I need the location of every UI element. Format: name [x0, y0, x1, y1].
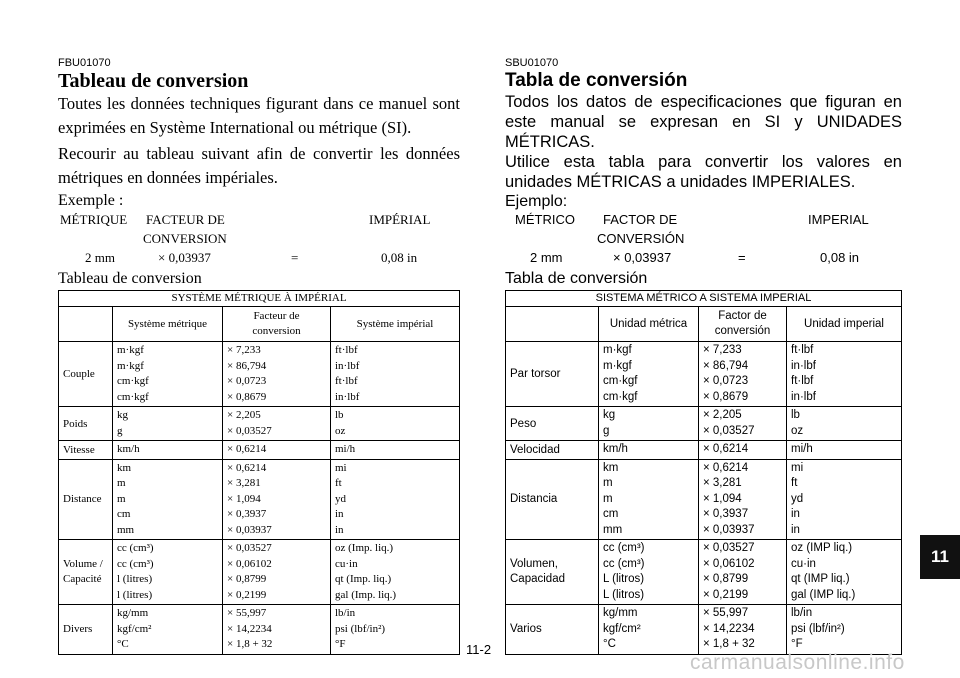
header-imperial: Unidad imperial — [787, 307, 902, 342]
row-group-label: Vitesse — [59, 441, 113, 460]
intro-paragraph: Toutes les données techniques figurant dans ce manuel sont exprimées en Système International ou métrique (SI). — [58, 94, 460, 137]
cell-imperial: lb/in psi (lbf/in²) °F — [787, 605, 902, 655]
example-imperial-value: 0,08 in — [820, 250, 860, 265]
cell-imperial: lb oz — [787, 407, 902, 441]
example-factor-value: × 0,03937 — [613, 250, 672, 265]
row-group-label: Divers — [59, 605, 113, 655]
cell-imperial: lb oz — [331, 407, 460, 441]
example-metric-header: MÉTRICO — [515, 212, 575, 227]
section-code: FBU01070 — [58, 57, 111, 69]
row-group-label: Volumen, Capacidad — [506, 540, 599, 605]
section-code: SBU01070 — [505, 57, 559, 69]
example-imperial-header: IMPÉRIAL — [369, 212, 431, 227]
example-factor-header-2: CONVERSIÓN — [597, 231, 685, 246]
table-row — [59, 441, 460, 460]
cell-imperial: lb/in psi (lbf/in²) °F — [331, 605, 460, 655]
example-label: Exemple : — [58, 192, 124, 209]
intro-paragraph: Todos los datos de especificaciones que figuran en este manual se expresan en SI y UNIDADES MÉTRICAS. — [505, 93, 902, 151]
table-title: Tabla de conversión — [505, 270, 648, 287]
cell-metric: kg/mm kgf/cm² °C — [599, 605, 699, 655]
cell-imperial: oz (Imp. liq.) cu·in qt (Imp. liq.) gal (Imp. liq.) — [331, 540, 460, 605]
instruction-paragraph: Recourir au tableau suivant afin de convertir les données métriques en données impériales. — [58, 144, 460, 187]
example-factor-header-2: CONVERSION — [143, 231, 227, 246]
row-group-label: Distancia — [506, 459, 599, 540]
cell-imperial: mi/h — [331, 441, 460, 460]
cell-metric: kg g — [599, 407, 699, 441]
table-row — [59, 540, 460, 605]
table-row — [506, 342, 902, 407]
header-metric: Unidad métrica — [599, 307, 699, 342]
header-imperial: Système impérial — [331, 307, 460, 342]
example-metric-value: 2 mm — [85, 250, 115, 265]
row-group-label: Varios — [506, 605, 599, 655]
example-equals: = — [291, 250, 299, 265]
table-row — [59, 407, 460, 441]
cell-metric: kg/mm kgf/cm² °C — [113, 605, 223, 655]
example-metric-header: MÉTRIQUE — [60, 212, 128, 227]
cell-imperial: ft·lbf in·lbf ft·lbf in·lbf — [787, 342, 902, 407]
table-row — [59, 459, 460, 540]
cell-factor: × 55,997 × 14,2234 × 1,8 + 32 — [223, 605, 331, 655]
table-caption: SYSTÈME MÉTRIQUE À IMPÉRIAL — [59, 291, 460, 307]
page-number: 11-2 — [466, 642, 492, 657]
table-row — [59, 342, 460, 407]
chapter-tab: 11 — [920, 535, 960, 579]
cell-factor: × 2,205 × 0,03527 — [223, 407, 331, 441]
example-value-row — [58, 250, 460, 269]
cell-metric: km m m cm mm — [599, 459, 699, 540]
cell-metric: km/h — [599, 441, 699, 460]
cell-metric: m·kgf m·kgf cm·kgf cm·kgf — [113, 342, 223, 407]
row-group-label: Poids — [59, 407, 113, 441]
table-row — [506, 441, 902, 460]
watermark: carmanualsonline.info — [690, 651, 905, 674]
example-metric-value: 2 mm — [530, 250, 563, 265]
example-header-row — [58, 212, 460, 231]
header-blank — [506, 307, 599, 342]
table-row — [59, 605, 460, 655]
cell-metric: cc (cm³) cc (cm³) l (litres) l (litres) — [113, 540, 223, 605]
table-body — [59, 342, 460, 655]
cell-factor: × 7,233 × 86,794 × 0,0723 × 0,8679 — [699, 342, 787, 407]
conversion-table — [505, 290, 902, 655]
cell-imperial: mi ft yd in in — [331, 459, 460, 540]
conversion-table — [58, 290, 460, 655]
example-equals: = — [738, 250, 746, 265]
section-title: Tableau de conversion — [58, 70, 249, 92]
cell-metric: kg g — [113, 407, 223, 441]
cell-metric: km/h — [113, 441, 223, 460]
cell-imperial: mi/h — [787, 441, 902, 460]
cell-factor: × 0,6214 — [223, 441, 331, 460]
cell-imperial: oz (IMP liq.) cu·in qt (IMP liq.) gal (IMP liq.) — [787, 540, 902, 605]
example-value-row — [505, 250, 902, 269]
table-body — [506, 342, 902, 655]
table-row — [506, 459, 902, 540]
example-factor-value: × 0,03937 — [158, 250, 211, 265]
example-imperial-value: 0,08 in — [381, 250, 418, 265]
section-title: Tabla de conversión — [505, 70, 688, 91]
row-group-label: Par torsor — [506, 342, 599, 407]
example-label: Ejemplo: — [505, 193, 568, 210]
cell-imperial: mi ft yd in in — [787, 459, 902, 540]
header-factor: Facteur de conversion — [223, 307, 331, 342]
cell-metric: m·kgf m·kgf cm·kgf cm·kgf — [599, 342, 699, 407]
row-group-label: Velocidad — [506, 441, 599, 460]
instruction-paragraph: Utilice esta tabla para convertir los valores en unidades MÉTRICAS a unidades IMPERIALES. — [505, 153, 902, 191]
header-factor: Factor de conversión — [699, 307, 787, 342]
table-row — [506, 407, 902, 441]
cell-factor: × 0,03527 × 0,06102 × 0,8799 × 0,2199 — [699, 540, 787, 605]
example-header-row — [505, 212, 902, 231]
example-header-row-2 — [505, 231, 902, 250]
row-group-label: Peso — [506, 407, 599, 441]
spanish-column — [505, 56, 902, 655]
row-group-label: Distance — [59, 459, 113, 540]
cell-factor: × 55,997 × 14,2234 × 1,8 + 32 — [699, 605, 787, 655]
cell-factor: × 0,6214 × 3,281 × 1,094 × 0,3937 × 0,03937 — [699, 459, 787, 540]
french-column — [58, 56, 460, 655]
example-factor-header: FACTEUR DE — [146, 212, 225, 227]
row-group-label: Volume / Capacité — [59, 540, 113, 605]
table-row — [506, 540, 902, 605]
cell-factor: × 0,6214 — [699, 441, 787, 460]
cell-metric: km m m cm mm — [113, 459, 223, 540]
example-imperial-header: IMPERIAL — [808, 212, 869, 227]
example-factor-header: FACTOR DE — [603, 212, 678, 227]
header-blank — [59, 307, 113, 342]
header-metric: Système métrique — [113, 307, 223, 342]
cell-factor: × 0,03527 × 0,06102 × 0,8799 × 0,2199 — [223, 540, 331, 605]
cell-factor: × 2,205 × 0,03527 — [699, 407, 787, 441]
cell-imperial: ft·lbf in·lbf ft·lbf in·lbf — [331, 342, 460, 407]
table-row — [506, 605, 902, 655]
cell-factor: × 0,6214 × 3,281 × 1,094 × 0,3937 × 0,03937 — [223, 459, 331, 540]
cell-metric: cc (cm³) cc (cm³) L (litros) L (litros) — [599, 540, 699, 605]
table-title: Tableau de conversion — [58, 270, 202, 287]
table-caption: SISTEMA MÉTRICO A SISTEMA IMPERIAL — [506, 291, 902, 307]
row-group-label: Couple — [59, 342, 113, 407]
example-header-row-2 — [58, 231, 460, 250]
cell-factor: × 7,233 × 86,794 × 0,0723 × 0,8679 — [223, 342, 331, 407]
